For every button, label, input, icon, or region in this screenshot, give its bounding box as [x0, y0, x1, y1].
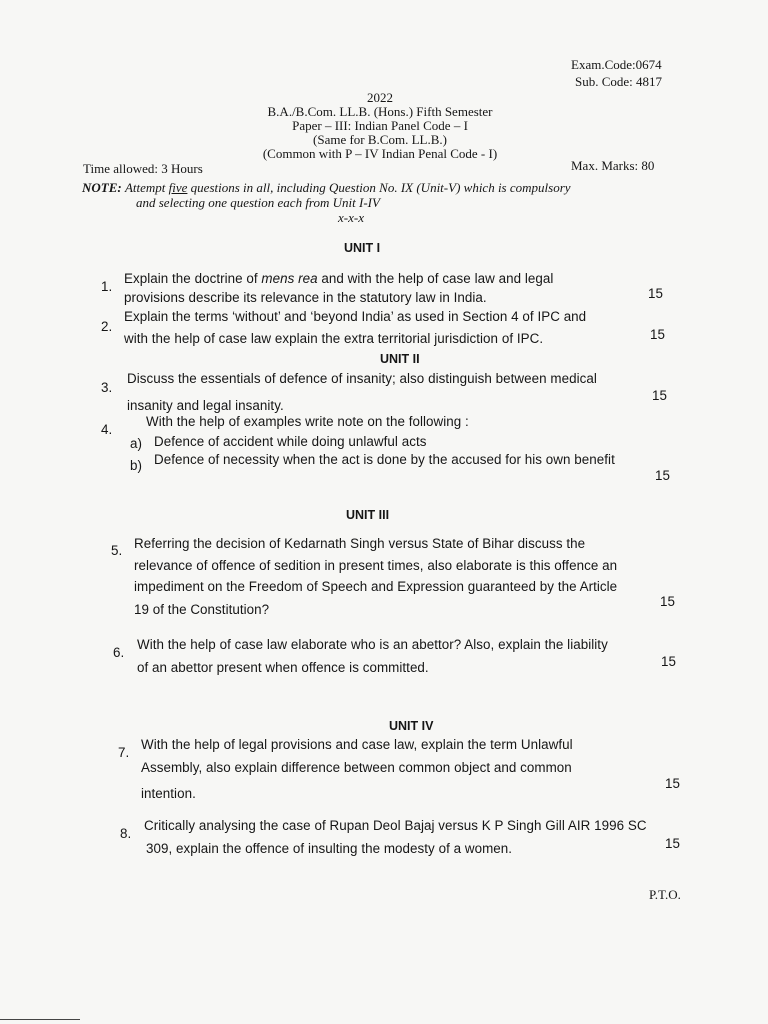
q6-marks: 15: [661, 654, 676, 669]
q8-line-1: Critically analysing the case of Rupan Deol Bajaj versus K P Singh Gill AIR 1996 SC: [144, 818, 647, 833]
q7-number: 7.: [118, 745, 130, 760]
note-label: NOTE:: [82, 180, 122, 195]
q8-line-2: 309, explain the offence of insulting the modesty of a women.: [146, 841, 513, 856]
q5-number: 5.: [111, 543, 123, 558]
unit-2-heading: UNIT II: [380, 352, 420, 366]
same-for-note: (Same for B.Com. LL.B.): [313, 132, 447, 147]
q1-number: 1.: [101, 279, 113, 294]
exam-code: Exam.Code:0674: [571, 57, 662, 72]
q5-line-1: Referring the decision of Kedarnath Singh versus State of Bihar discuss the: [134, 536, 586, 551]
q4-option-a: Defence of accident while doing unlawful acts: [154, 434, 427, 449]
note-line-2: and selecting one question each from Unit I-IV: [136, 195, 380, 210]
q5-marks: 15: [660, 594, 675, 609]
unit-4-heading: UNIT IV: [389, 719, 434, 733]
common-with-note: (Common with P – IV Indian Penal Code - I): [262, 146, 498, 161]
q1-marks: 15: [648, 286, 663, 301]
q6-number: 6.: [113, 645, 125, 660]
separator: x-x-x: [338, 210, 364, 225]
q7-marks: 15: [665, 776, 680, 791]
instructions-note: [82, 180, 571, 196]
page-bottom-rule: [0, 1019, 80, 1020]
note-text-c: questions in all, including Question No. IX (Unit-V) which is compulsory: [187, 180, 571, 195]
q4-line-1: With the help of examples write note on the following :: [146, 414, 469, 429]
q3-number: 3.: [101, 380, 113, 395]
q4-option-a-label: a): [130, 436, 143, 451]
q4-option-b-label: b): [130, 458, 143, 473]
q5-line-3: impediment on the Freedom of Speech and Expression guaranteed by the Article: [134, 579, 618, 594]
unit-1-heading: UNIT I: [344, 241, 381, 255]
paper-title: Paper – III: Indian Panel Code – I: [292, 118, 468, 133]
q2-number: 2.: [101, 319, 113, 334]
max-marks: Max. Marks: 80: [571, 158, 655, 173]
q7-line-3: intention.: [141, 786, 196, 801]
q6-line-1: With the help of case law elaborate who is an abettor? Also, explain the liability: [137, 637, 608, 652]
page-turn-over: P.T.O.: [649, 887, 681, 902]
q1-line-2: provisions describe its relevance in the statutory law in India.: [124, 290, 487, 305]
q7-line-1: With the help of legal provisions and case law, explain the term Unlawful: [141, 737, 573, 752]
q1-mens-rea: mens rea: [261, 271, 318, 286]
q5-line-4: 19 of the Constitution?: [134, 602, 270, 617]
q6-line-2: of an abettor present when offence is committed.: [137, 660, 429, 675]
q4-number: 4.: [101, 422, 113, 437]
course-title: B.A./B.Com. LL.B. (Hons.) Fifth Semester: [267, 104, 493, 119]
q5-line-2: relevance of offence of sedition in present times, also elaborate is this offence an: [134, 558, 618, 573]
note-text-five: five: [168, 180, 188, 195]
note-text-a: Attempt: [124, 180, 169, 195]
q8-number: 8.: [120, 826, 132, 841]
q4-marks: 15: [655, 468, 670, 483]
q1-text-a: Explain the doctrine of: [124, 271, 262, 286]
unit-3-heading: UNIT III: [346, 508, 390, 522]
q3-marks: 15: [652, 388, 667, 403]
q1-text-c: and with the help of case law and legal: [317, 271, 554, 286]
sub-code: Sub. Code: 4817: [575, 74, 663, 89]
q1-line-1: [124, 271, 553, 286]
q8-marks: 15: [665, 836, 680, 851]
q2-marks: 15: [650, 327, 665, 342]
q4-option-b: Defence of necessity when the act is done by the accused for his own benefit: [154, 452, 615, 467]
q3-line-1: Discuss the essentials of defence of insanity; also distinguish between medical: [127, 371, 597, 386]
time-allowed: Time allowed: 3 Hours: [83, 161, 203, 176]
exam-year: 2022: [367, 90, 393, 105]
q2-line-2: with the help of case law explain the extra territorial jurisdiction of IPC.: [124, 331, 544, 346]
q3-line-2: insanity and legal insanity.: [127, 398, 284, 413]
q7-line-2: Assembly, also explain difference between common object and common: [141, 760, 572, 775]
q2-line-1: Explain the terms ‘without’ and ‘beyond India’ as used in Section 4 of IPC and: [124, 309, 587, 324]
